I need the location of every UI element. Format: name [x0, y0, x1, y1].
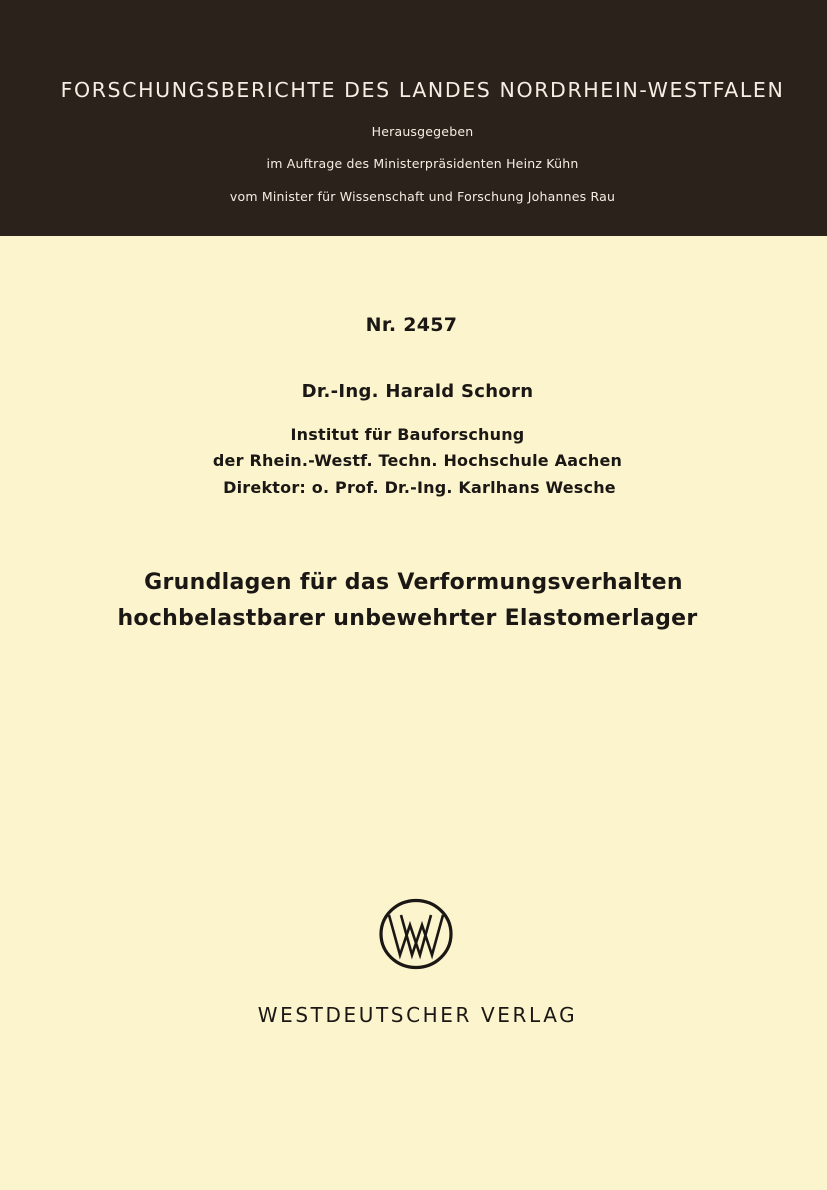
book-title-line: hochbelastbarer unbewehrter Elastomerlager — [117, 606, 698, 631]
header-editor-line: Herausgegeben — [371, 124, 474, 139]
report-number: Nr. 2457 — [365, 314, 458, 336]
header-commission-line: im Auftrage des Ministerpräsidenten Heinz Kühn — [266, 156, 579, 171]
series-title: FORSCHUNGSBERICHTE DES LANDES NORDRHEIN-WESTFALEN — [60, 78, 785, 102]
series-header-band — [0, 0, 827, 236]
author-name: Dr.-Ing. Harald Schorn — [301, 381, 534, 402]
institute-line: der Rhein.-Westf. Techn. Hochschule Aachen — [212, 451, 623, 470]
publisher-name: WESTDEUTSCHER VERLAG — [257, 1003, 578, 1027]
book-title-line: Grundlagen für das Verformungsverhalten — [144, 570, 683, 595]
institute-director-line: Direktor: o. Prof. Dr.-Ing. Karlhans Wesche — [223, 478, 616, 497]
header-minister-line: vom Minister für Wissenschaft und Forschung Johannes Rau — [229, 189, 616, 204]
institute-line: Institut für Bauforschung — [290, 425, 525, 444]
ww-publisher-logo-icon — [378, 898, 454, 970]
